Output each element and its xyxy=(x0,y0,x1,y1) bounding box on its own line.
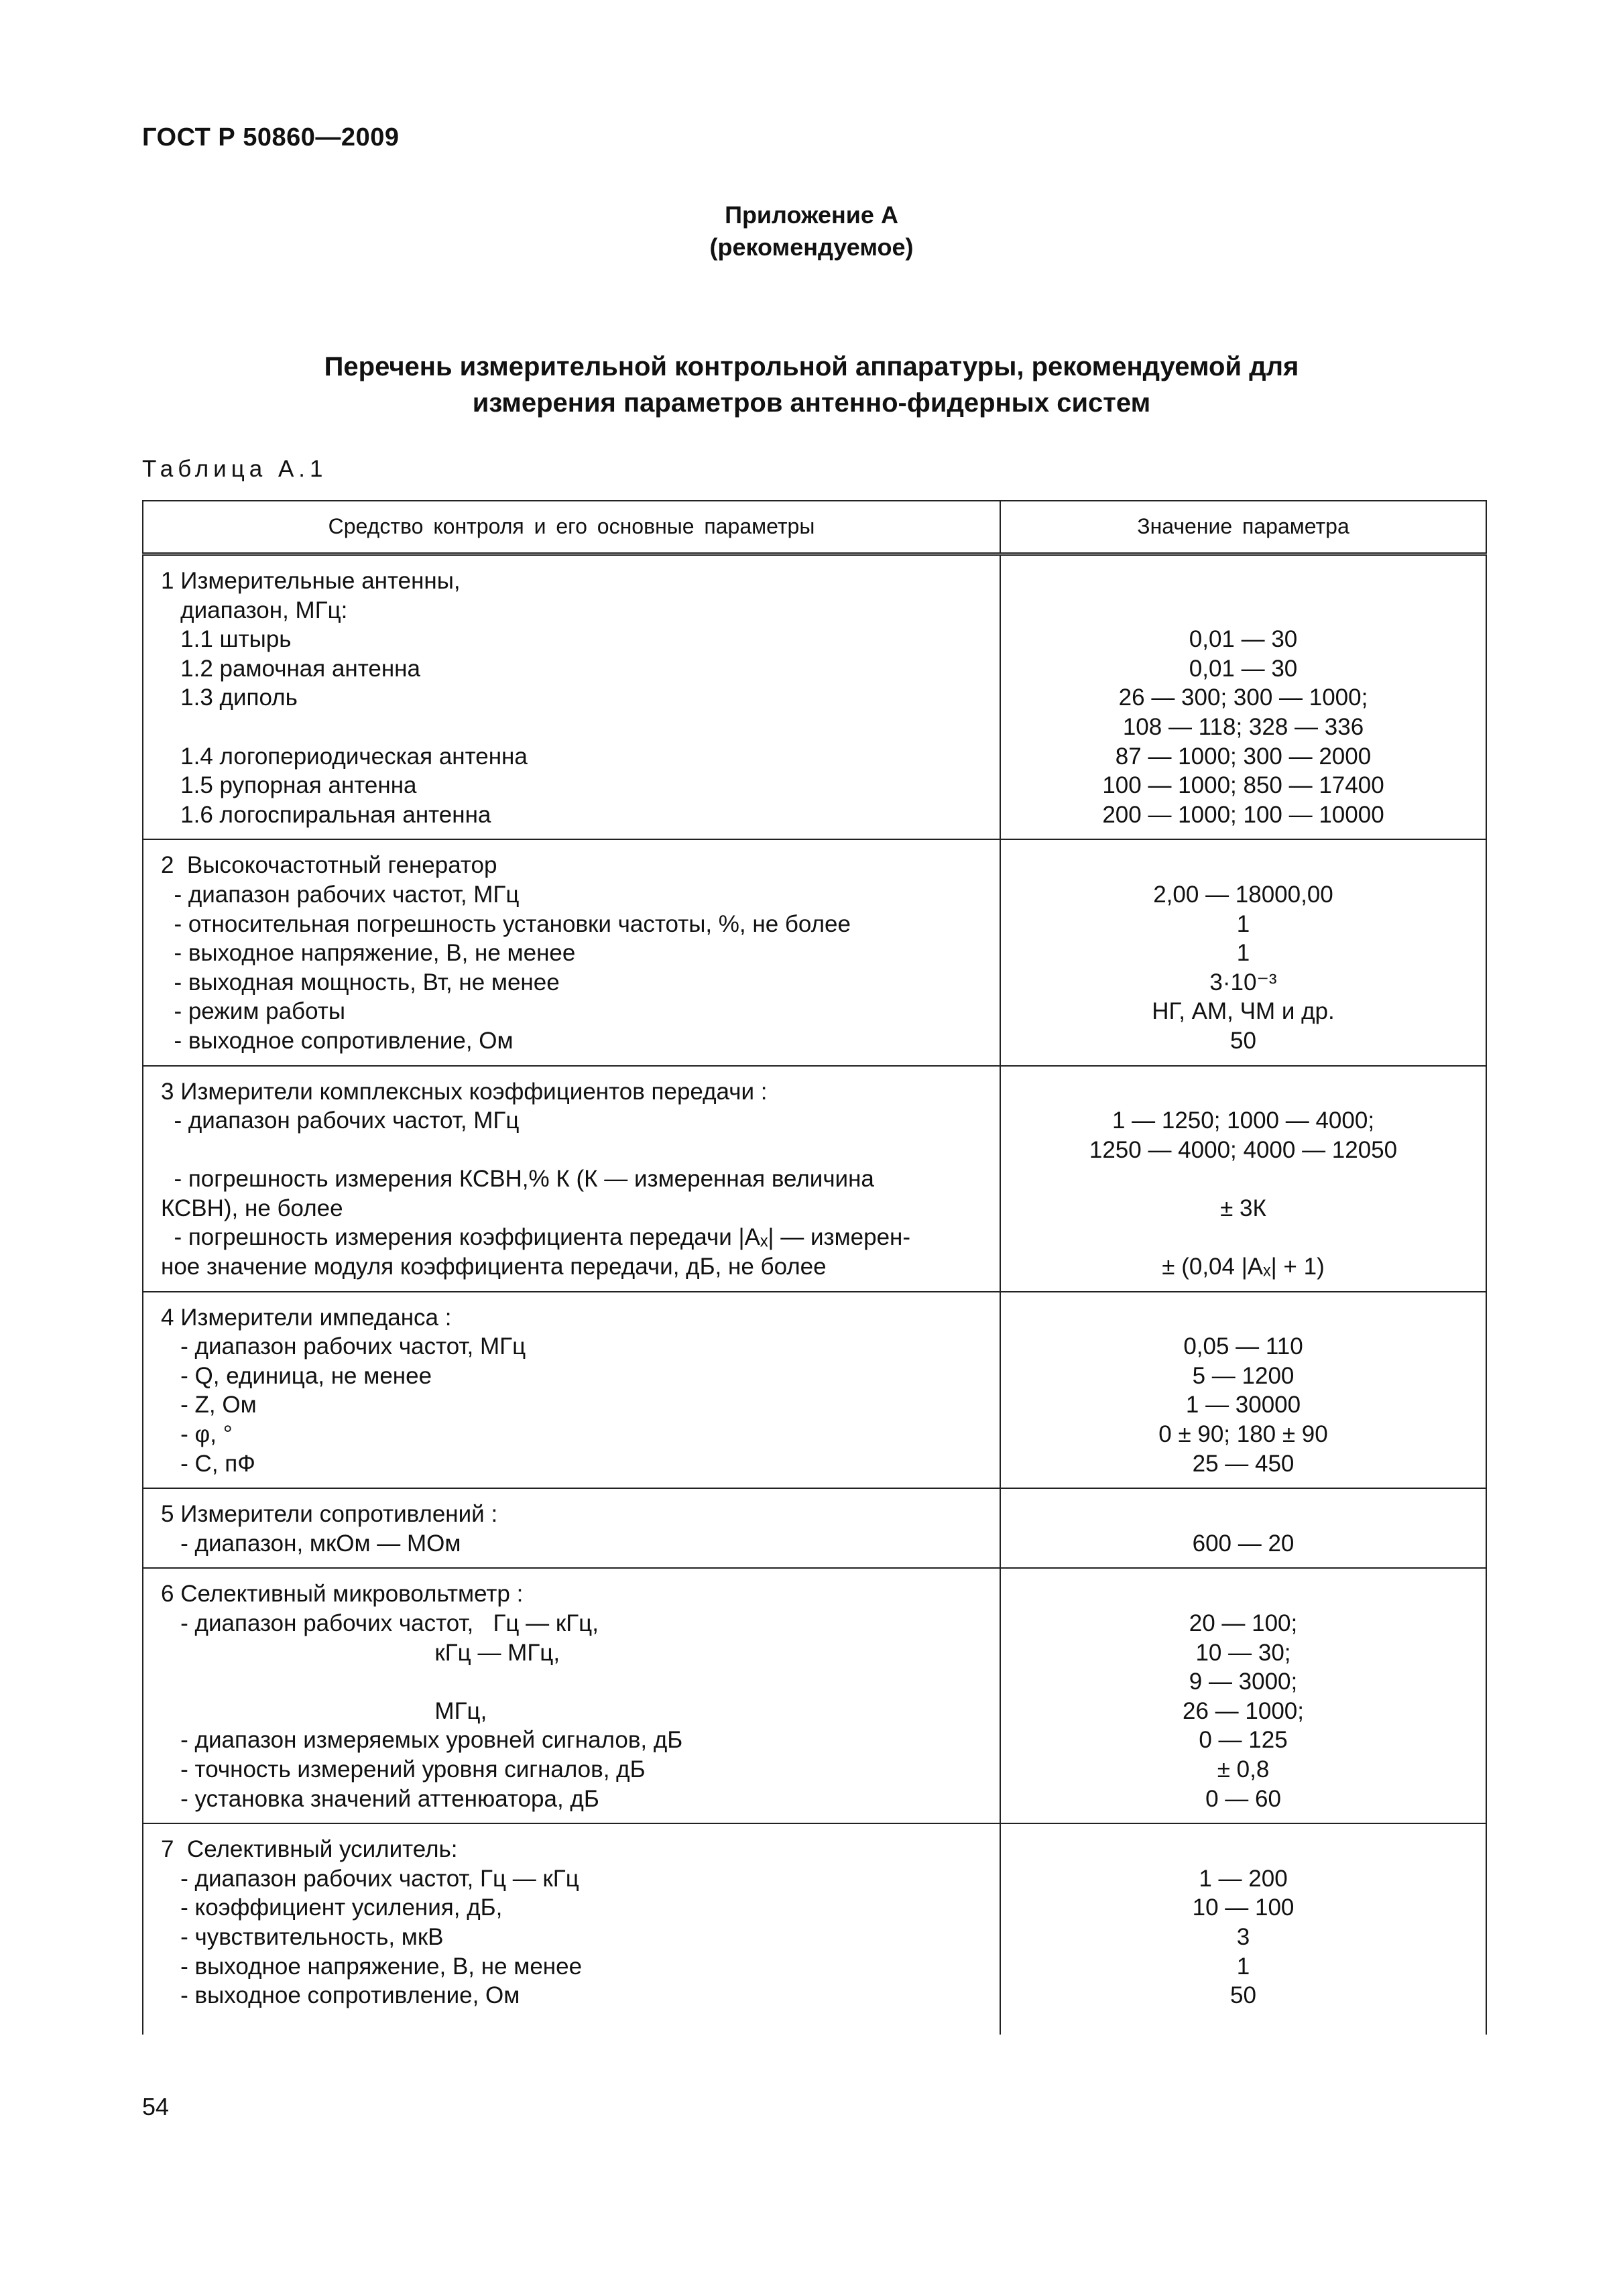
value-line: 600 — 20 xyxy=(1192,1530,1295,1557)
value-line: 0,05 — 110 xyxy=(1183,1333,1303,1360)
parameter-line: - диапазон рабочих частот, МГц xyxy=(161,1333,526,1360)
value-line: 1 — 1250; 1000 — 4000; xyxy=(1111,1107,1375,1134)
value-line: 10 — 100 xyxy=(1192,1894,1295,1921)
parameter-line: 1.2 рамочная антенна xyxy=(161,655,420,682)
value-line: 3·10⁻³ xyxy=(1209,969,1277,995)
parameter-line: - С, пФ xyxy=(161,1450,255,1477)
parameter-line: - чувствительность, мкВ xyxy=(161,1923,444,1950)
parameter-line: - выходная мощность, Вт, не менее xyxy=(161,969,560,995)
table-row xyxy=(143,839,1486,1065)
value-line: 50 xyxy=(1230,1982,1256,2009)
value-cell xyxy=(1000,1066,1486,1292)
value-line: 200 — 1000; 100 — 10000 xyxy=(1102,801,1384,828)
parameter-line xyxy=(161,1136,982,1165)
table-row xyxy=(143,1292,1486,1489)
value-line: 10 — 30; xyxy=(1195,1639,1291,1666)
parameter-line: - точность измерений уровня сигналов, дБ xyxy=(161,1756,646,1783)
value-line: 26 — 300; 300 — 1000; xyxy=(1118,684,1368,711)
parameter-line: 4 Измерители импеданса : xyxy=(161,1304,452,1331)
parameter-cell xyxy=(143,1066,1000,1292)
value-line: 25 — 450 xyxy=(1192,1450,1295,1477)
value-line xyxy=(1006,1223,1480,1252)
value-line: 87 — 1000; 300 — 2000 xyxy=(1115,743,1372,770)
parameter-line: КСВН), не более xyxy=(161,1195,343,1221)
value-line xyxy=(1006,1164,1480,1194)
parameter-cell xyxy=(143,1488,1000,1568)
annex-status: (рекомендуемое) xyxy=(709,233,914,261)
value-line: 1250 — 4000; 4000 — 12050 xyxy=(1089,1136,1398,1163)
parameter-line: 7 Селективный усилитель: xyxy=(161,1836,458,1863)
annex-heading-line1: Перечень измерительной контрольной аппаратуры, рекомендуемой для xyxy=(324,352,1299,381)
parameter-cell xyxy=(143,1292,1000,1489)
value-line: 50 xyxy=(1230,1027,1256,1054)
parameter-line: - выходное напряжение, В, не менее xyxy=(161,1953,583,1980)
value-line: 0,01 — 30 xyxy=(1189,626,1298,653)
parameter-line: 5 Измерители сопротивлений : xyxy=(161,1501,498,1528)
parameter-line: МГц, xyxy=(161,1697,487,1724)
parameter-line: диапазон, МГц: xyxy=(161,597,348,623)
value-cell xyxy=(1000,1488,1486,1568)
parameter-line: 6 Селективный микровольтметр : xyxy=(161,1581,524,1608)
parameter-line: - диапазон измеряемых уровней сигналов, дБ xyxy=(161,1727,683,1754)
parameter-line: - Z, Ом xyxy=(161,1392,257,1418)
value-line: ± 0,8 xyxy=(1217,1756,1270,1783)
table-caption: Таблица А.1 xyxy=(142,456,328,482)
value-line: 100 — 1000; 850 — 17400 xyxy=(1102,772,1384,799)
table-header-row xyxy=(143,501,1486,554)
value-line: ± (0,04 |Aₓ| + 1) xyxy=(1162,1254,1325,1280)
value-line: 1 xyxy=(1236,1953,1250,1980)
parameter-line: - выходное сопротивление, Ом xyxy=(161,1982,520,2009)
value-cell xyxy=(1000,1292,1486,1489)
value-line: ± 3К xyxy=(1220,1195,1266,1221)
parameter-line: - режим работы xyxy=(161,998,345,1025)
parameter-line: - Q, единица, не менее xyxy=(161,1362,432,1389)
parameter-line: 2 Высокочастотный генератор xyxy=(161,852,497,879)
parameter-line: кГц — МГц, xyxy=(161,1639,560,1666)
parameter-line: 1.4 логопериодическая антенна xyxy=(161,743,528,770)
value-line: 1 xyxy=(1236,910,1250,937)
parameter-line: - диапазон рабочих частот, МГц xyxy=(161,1107,520,1134)
value-line: 1 — 200 xyxy=(1199,1865,1288,1892)
value-line xyxy=(1006,1500,1480,1529)
value-line: 1 xyxy=(1236,940,1250,967)
annex-title: Приложение А xyxy=(725,201,898,229)
parameter-line: - выходное напряжение, В, не менее xyxy=(161,940,576,967)
table-row xyxy=(143,554,1486,840)
parameter-line: - φ, ° xyxy=(161,1421,233,1448)
value-line xyxy=(1006,1303,1480,1333)
parameter-line: - относительная погрешность установки частоты, %, не более xyxy=(161,910,851,937)
page-number: 54 xyxy=(142,2093,170,2120)
value-cell xyxy=(1000,1823,1486,2035)
table-row xyxy=(143,1066,1486,1292)
column-header-values: Значение параметра xyxy=(1000,501,1486,554)
value-line: 0 — 125 xyxy=(1199,1727,1288,1754)
value-line xyxy=(1006,1835,1480,1864)
value-cell xyxy=(1000,839,1486,1065)
parameter-line xyxy=(161,1667,982,1697)
value-line: 5 — 1200 xyxy=(1192,1362,1295,1389)
value-line: 0,01 — 30 xyxy=(1189,655,1298,682)
value-line: 0 — 60 xyxy=(1205,1785,1281,1812)
annex-heading-line2: измерения параметров антенно-фидерных систем xyxy=(472,388,1151,418)
parameter-line: - погрешность измерения КСВН,% К (К — измеренная величина xyxy=(161,1166,874,1193)
table-row xyxy=(143,1823,1486,2035)
column-header-parameters: Средство контроля и его основные параметры xyxy=(143,501,1000,554)
value-cell xyxy=(1000,554,1486,840)
parameter-line: 1.6 логоспиральная антенна xyxy=(161,801,491,828)
value-line: 1 — 30000 xyxy=(1185,1392,1301,1418)
annex-heading xyxy=(0,349,1623,421)
value-line xyxy=(1006,596,1480,625)
equipment-table xyxy=(142,500,1487,2035)
parameter-line: - диапазон, мкОм — МОм xyxy=(161,1530,461,1557)
parameter-line: - диапазон рабочих частот, МГц xyxy=(161,881,520,908)
parameter-line: 1.1 штырь xyxy=(161,626,292,653)
parameter-line: - выходное сопротивление, Ом xyxy=(161,1027,514,1054)
value-cell xyxy=(1000,1568,1486,1823)
parameter-cell xyxy=(143,839,1000,1065)
parameter-line: - коэффициент усиления, дБ, xyxy=(161,1894,503,1921)
value-line: 9 — 3000; xyxy=(1189,1669,1298,1695)
value-line: 0 ± 90; 180 ± 90 xyxy=(1158,1421,1328,1448)
value-line xyxy=(1006,851,1480,880)
parameter-line: 1 Измерительные антенны, xyxy=(161,568,461,594)
standard-designation: ГОСТ Р 50860—2009 xyxy=(142,123,400,152)
parameter-cell xyxy=(143,554,1000,840)
parameter-line: ное значение модуля коэффициента передачи, дБ, не более xyxy=(161,1254,827,1280)
value-line: 26 — 1000; xyxy=(1183,1697,1304,1724)
parameter-line: 1.5 рупорная антенна xyxy=(161,772,417,799)
value-line: 20 — 100; xyxy=(1189,1610,1298,1636)
value-line: 108 — 118; 328 — 336 xyxy=(1122,713,1364,740)
value-line xyxy=(1006,1077,1480,1107)
value-line xyxy=(1006,1579,1480,1609)
parameter-line xyxy=(161,713,982,742)
parameter-cell xyxy=(143,1568,1000,1823)
parameter-cell xyxy=(143,1823,1000,2035)
parameter-line: - установка значений аттенюатора, дБ xyxy=(161,1785,599,1812)
value-line xyxy=(1006,566,1480,596)
value-line: 3 xyxy=(1236,1923,1250,1950)
table-row xyxy=(143,1568,1486,1823)
parameter-line: 1.3 диполь xyxy=(161,684,298,711)
table-row xyxy=(143,1488,1486,1568)
table-body xyxy=(143,554,1486,2035)
parameter-line: - диапазон рабочих частот, Гц — кГц, xyxy=(161,1610,599,1636)
value-line: НГ, АМ, ЧМ и др. xyxy=(1152,998,1335,1025)
parameter-line: 3 Измерители комплексных коэффициентов передачи : xyxy=(161,1078,768,1105)
parameter-line: - погрешность измерения коэффициента передачи |Aₓ| — измерен- xyxy=(161,1224,911,1251)
value-line: 2,00 — 18000,00 xyxy=(1153,881,1333,908)
parameter-line: - диапазон рабочих частот, Гц — кГц xyxy=(161,1865,579,1892)
